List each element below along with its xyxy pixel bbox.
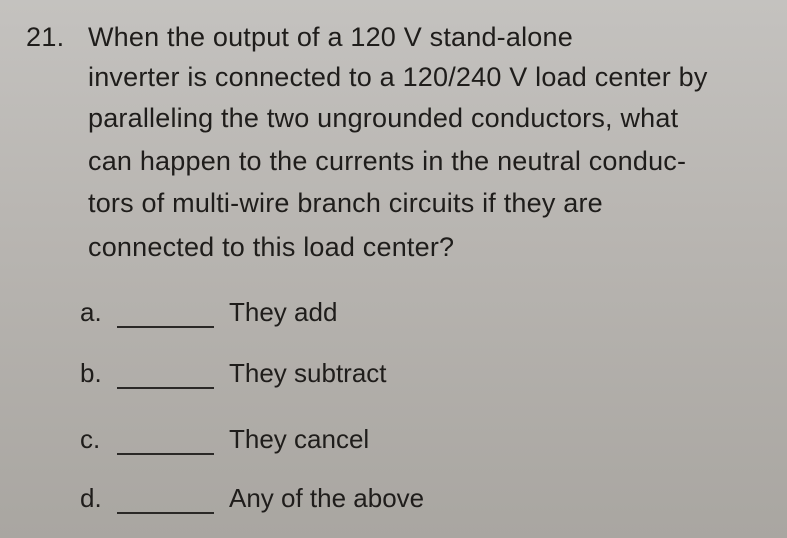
question-text-line-3: paralleling the two ungrounded conductors, what xyxy=(88,103,679,133)
answer-blank[interactable] xyxy=(117,453,214,455)
option-letter: d. xyxy=(80,483,102,513)
option-text: They subtract xyxy=(229,358,387,388)
option-letter: a. xyxy=(80,297,102,327)
option-text: They add xyxy=(229,297,338,327)
question-text-line-4: can happen to the currents in the neutral conduc- xyxy=(88,146,687,176)
answer-option-a[interactable] xyxy=(80,294,540,328)
option-text: Any of the above xyxy=(229,483,425,513)
answer-blank[interactable] xyxy=(117,326,214,328)
option-letter: b. xyxy=(80,358,102,388)
option-letter: c. xyxy=(80,424,101,454)
answer-blank[interactable] xyxy=(117,387,214,389)
answer-blank[interactable] xyxy=(117,512,214,514)
question-text-line-1: When the output of a 120 V stand-alone xyxy=(88,22,573,52)
answer-option-c[interactable] xyxy=(80,421,540,455)
question-number: 21. xyxy=(26,22,65,52)
answer-option-d[interactable] xyxy=(80,480,540,514)
question-text-line-6: connected to this load center? xyxy=(88,232,455,262)
question-text-line-2: inverter is connected to a 120/240 V load center by xyxy=(88,62,708,92)
answer-option-b[interactable] xyxy=(80,355,540,389)
question-text-line-5: tors of multi-wire branch circuits if they are xyxy=(88,188,603,218)
option-text: They cancel xyxy=(229,424,370,454)
